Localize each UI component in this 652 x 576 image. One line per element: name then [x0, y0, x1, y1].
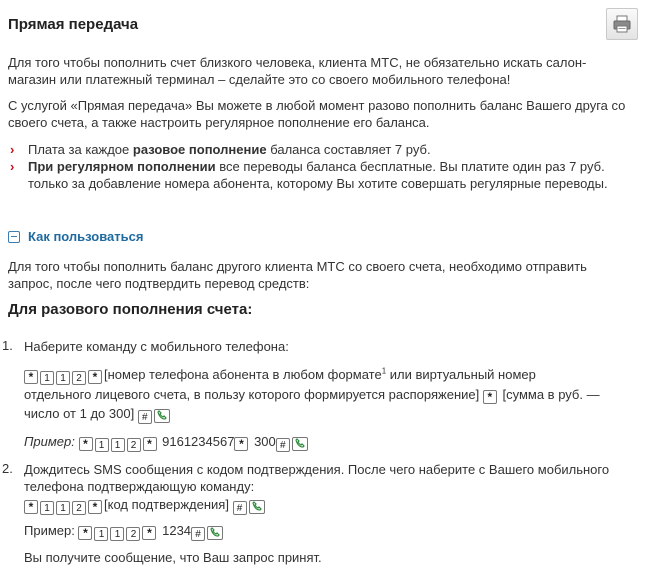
key-hash: # — [191, 527, 205, 541]
key-1: 1 — [94, 527, 108, 541]
how-to-use-toggle[interactable] — [8, 229, 143, 244]
step-1-command: * 1 1 2 * [номер телефона абонента в любом формате$^1$ или виртуальный номер отдельного лицевого счета, в пользу которого формируется распоряжение] * [сумма в руб. — число от 1 до 300] # — [24, 366, 600, 423]
key-star: * — [234, 437, 248, 451]
step-1-text: Наберите команду с мобильного телефона: — [24, 339, 289, 354]
key-star: * — [143, 437, 157, 451]
key-2: 2 — [126, 527, 140, 541]
result-text: Вы получите сообщение, что Ваш запрос принят. — [24, 550, 322, 565]
key-2: 2 — [127, 438, 141, 452]
page-title: Прямая передача — [8, 16, 139, 33]
key-2: 2 — [72, 371, 86, 385]
key-hash: # — [138, 410, 152, 424]
step-number: 1. — [2, 338, 13, 353]
key-1: 1 — [56, 371, 70, 385]
list-item: › При регулярном пополнении все переводы баланса бесплатные. Вы платите один раз 7 руб. только за добавление номера абонента, которому Вы хотите совершать регулярные переводы. — [10, 159, 608, 191]
step-1-example — [24, 432, 640, 452]
intro-paragraph-2: С услугой «Прямая передача» Вы можете в любой момент разово пополнить баланс Вашего друга со своего счета, а также настроить регулярное пополнение его баланса. — [8, 98, 626, 130]
call-icon — [249, 500, 265, 514]
step-number: 2. — [2, 461, 13, 476]
chevron-right-icon: › — [10, 159, 15, 174]
key-star: * — [88, 500, 102, 514]
list-item: › Плата за каждое разовое пополнение баланса составляет 7 руб. — [10, 142, 431, 157]
key-1: 1 — [40, 501, 54, 515]
key-1: 1 — [40, 371, 54, 385]
example-code: 1234 — [162, 523, 192, 538]
example-sum: 300 — [254, 434, 276, 449]
step-2-text: Дождитесь SMS сообщения с кодом подтверждения. После чего наберите с Вашего мобильного телефона подтверждающую команду: — [24, 462, 610, 494]
code-placeholder: [код подтверждения] — [104, 497, 229, 512]
key-star: * — [24, 370, 38, 384]
key-star: * — [79, 437, 93, 451]
call-icon — [292, 437, 308, 451]
call-icon — [207, 526, 223, 540]
key-star: * — [78, 526, 92, 540]
key-1: 1 — [111, 438, 125, 452]
key-1: 1 — [110, 527, 124, 541]
key-star: * — [24, 500, 38, 514]
example-label: Пример: — [24, 434, 75, 449]
key-2: 2 — [72, 501, 86, 515]
call-icon — [154, 409, 170, 423]
key-hash: # — [276, 438, 290, 452]
step-2-example — [24, 521, 640, 541]
example-phone: 9161234567 — [162, 434, 235, 449]
key-1: 1 — [56, 501, 70, 515]
key-star: * — [88, 370, 102, 384]
key-star: * — [142, 526, 156, 540]
print-icon — [612, 14, 632, 34]
example-label: Пример: — [24, 523, 75, 538]
minus-icon — [8, 231, 20, 243]
key-hash: # — [233, 501, 247, 515]
step-2 — [2, 461, 640, 566]
step-1 — [2, 338, 640, 452]
print-button[interactable] — [606, 8, 638, 40]
pricing-list — [8, 141, 628, 192]
intro-paragraph-1: Для того чтобы пополнить счет близкого человека, клиента МТС, не обязательно искать салон-магазин или платежный терминал – сделайте это со своего мобильного телефона! — [8, 55, 587, 87]
how-to-use-label: Как пользоваться — [28, 229, 144, 244]
key-1: 1 — [95, 438, 109, 452]
chevron-right-icon: › — [10, 142, 15, 157]
step-2-command — [24, 495, 640, 515]
how-to-text: Для того чтобы пополнить баланс другого клиента МТС со своего счета, необходимо отправить запрос, после чего подтвердить перевод средств: — [8, 259, 587, 291]
key-star: * — [483, 390, 497, 404]
one-time-topup-heading: Для разового пополнения счета: — [8, 301, 253, 318]
